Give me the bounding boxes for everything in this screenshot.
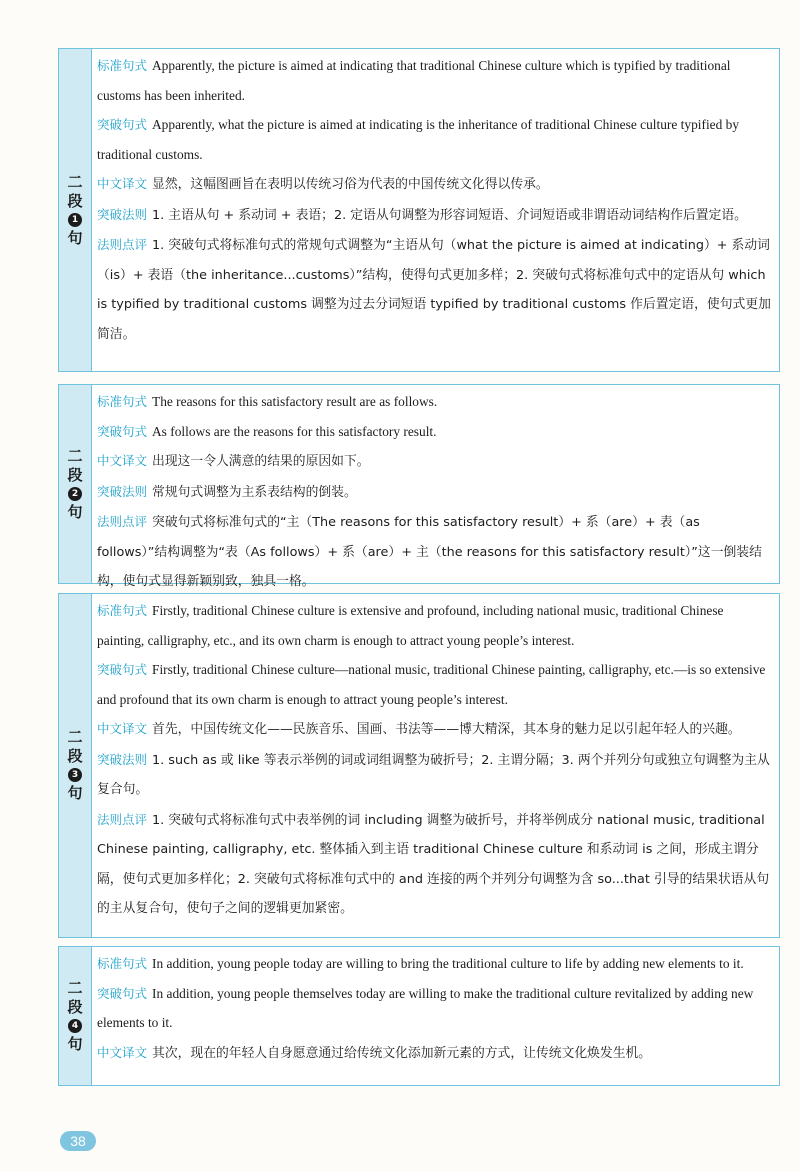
- item-translation: [97, 169, 771, 200]
- tab-char-1: 二: [67, 172, 83, 191]
- section-box-2: [58, 384, 780, 589]
- item-label: 突破句式: [97, 985, 148, 1001]
- section-number-badge: 4: [68, 1019, 82, 1033]
- item-standard: [97, 949, 771, 979]
- section-body-2: [97, 387, 771, 597]
- section-number-badge: 1: [68, 213, 82, 227]
- item-text: 显然，这幅图画旨在表明以传统习俗为代表的中国传统文化得以传承。: [152, 177, 549, 192]
- item-text: 首先，中国传统文化——民族音乐、国画、书法等——博大精深，其本身的魅力足以引起年轻人的兴趣。: [152, 722, 741, 737]
- section-body-4: [97, 949, 771, 1068]
- item-label: 中文译文: [97, 176, 148, 191]
- section-tab-1: [59, 49, 92, 371]
- item-breakthrough: [97, 110, 771, 169]
- item-text: 1. 主语从句 + 系动词 + 表语；2. 定语从句调整为形容词短语、介词短语或非谓语动词结构作后置定语。: [152, 207, 747, 223]
- section-tab-4: [59, 947, 92, 1085]
- item-comment: [97, 805, 771, 924]
- tab-char-1: 二: [67, 978, 83, 997]
- item-text: 1. such as 或 like 等表示举例的词或词组调整为破折号；2. 主谓分隔；3. 两个并列分句或独立句调整为主从复合句。: [97, 752, 770, 797]
- item-label: 中文译文: [97, 1044, 148, 1060]
- item-text: Firstly, traditional Chinese culture—national music, traditional Chinese painting, calligraphy, etc.—is so extensive and profound that its own charm is enough to attract young people’s interest.: [97, 662, 766, 707]
- item-label: 标准句式: [97, 956, 148, 971]
- item-rule: [97, 745, 771, 805]
- item-label: 法则点评: [97, 237, 148, 252]
- item-label: 突破法则: [97, 206, 148, 222]
- section-body-1: [97, 51, 771, 349]
- tab-char-3: 句: [67, 228, 83, 247]
- item-breakthrough: [97, 655, 771, 714]
- item-label: 法则点评: [97, 514, 148, 529]
- item-text: 出现这一令人满意的结果的原因如下。: [152, 454, 370, 469]
- item-text: Apparently, what the picture is aimed at indicating is the inheritance of traditional Chinese culture typified by traditional customs.: [97, 117, 740, 162]
- item-label: 突破法则: [97, 483, 148, 499]
- item-text: In addition, young people today are willing to bring the traditional culture to life by adding new elements to it.: [152, 956, 744, 971]
- tab-char-1: 二: [67, 446, 83, 465]
- item-label: 标准句式: [97, 394, 148, 409]
- section-number-badge: 2: [68, 487, 82, 501]
- item-label: 法则点评: [97, 811, 148, 827]
- item-label: 标准句式: [97, 603, 148, 618]
- section-number-badge: 3: [68, 768, 82, 782]
- item-text: As follows are the reasons for this satisfactory result.: [152, 423, 437, 439]
- item-text: 突破句式将标准句式的“主（The reasons for this satisfactory result）+ 系（are）+ 表（as follows）”结构调整为“表（As follows）+ 系（are）+ 主（the reasons for this satisfactory result）”这一倒装结构，使句式显得新颖别致，独具一格。: [97, 515, 762, 589]
- item-comment: [97, 507, 771, 597]
- item-comment: [97, 230, 771, 349]
- section-box-4: [58, 946, 780, 1086]
- tab-char-2: 段: [67, 997, 83, 1016]
- item-text: 1. 突破句式将标准句式中表举例的词 including 调整为破折号，并将举例成分 national music, traditional Chinese painting, calligraphy, etc. 整体插入到主语 traditional Chinese culture 和系动词 is 之间，形成主谓分隔，使句式更加多样化；2. 突破句式将标准句式中的 and 连接的两个并列分句调整为含 so...that 引导的结果状语从句的主从复合句，使句子之间的逻辑更加紧密。: [97, 812, 770, 916]
- item-standard: [97, 387, 771, 417]
- tab-char-3: 句: [67, 502, 83, 521]
- tab-char-3: 句: [67, 784, 83, 802]
- tab-char-2: 段: [67, 465, 83, 484]
- section-tab-3: [59, 594, 92, 937]
- section-body-3: [97, 596, 771, 924]
- tab-char-3: 句: [67, 1034, 83, 1053]
- item-text: In addition, young people themselves today are willing to make the traditional culture revitalized by adding new elements to it.: [97, 985, 754, 1030]
- item-text: 常规句式调整为主系表结构的倒装。: [152, 484, 357, 500]
- section-box-1: [58, 48, 780, 372]
- tab-char-2: 段: [67, 191, 83, 210]
- item-translation: [97, 1038, 771, 1069]
- item-text: 1. 突破句式将标准句式的常规句式调整为“主语从句（what the picture is aimed at indicating）+ 系动词（is）+ 表语（the inheritance...customs）”结构，使得句式更加多样；2. 突破句式将标准句式中的定语从句 which is typified by traditional customs 调整为过去分词短语 typified by traditional customs 作后置定语，使句式更加简洁。: [97, 238, 771, 342]
- item-rule: [97, 477, 771, 508]
- item-standard: [97, 596, 771, 655]
- item-translation: [97, 714, 771, 745]
- item-rule: [97, 200, 771, 231]
- item-label: 突破句式: [97, 662, 148, 677]
- item-standard: [97, 51, 771, 110]
- item-label: 中文译文: [97, 453, 148, 468]
- tab-char-2: 段: [67, 747, 83, 765]
- item-breakthrough: [97, 417, 771, 447]
- item-label: 突破法则: [97, 751, 148, 767]
- item-label: 突破句式: [97, 117, 148, 132]
- item-translation: [97, 446, 771, 477]
- item-label: 标准句式: [97, 58, 148, 73]
- page-number: 38: [60, 1131, 96, 1151]
- item-text: The reasons for this satisfactory result are as follows.: [152, 394, 438, 409]
- item-label: 突破句式: [97, 423, 148, 439]
- item-breakthrough: [97, 979, 771, 1038]
- item-text: 其次，现在的年轻人自身愿意通过给传统文化添加新元素的方式，让传统文化焕发生机。: [152, 1045, 652, 1061]
- section-tab-2: [59, 385, 92, 583]
- item-text: Apparently, the picture is aimed at indicating that traditional Chinese culture which is typified by traditional customs has been inherited.: [97, 58, 731, 103]
- item-text: Firstly, traditional Chinese culture is extensive and profound, including national music, traditional Chinese painting, calligraphy, etc., and its own charm is enough to attract young people’s interest.: [97, 603, 724, 648]
- item-label: 中文译文: [97, 721, 148, 736]
- section-box-3: [58, 593, 780, 938]
- tab-char-1: 二: [67, 728, 83, 746]
